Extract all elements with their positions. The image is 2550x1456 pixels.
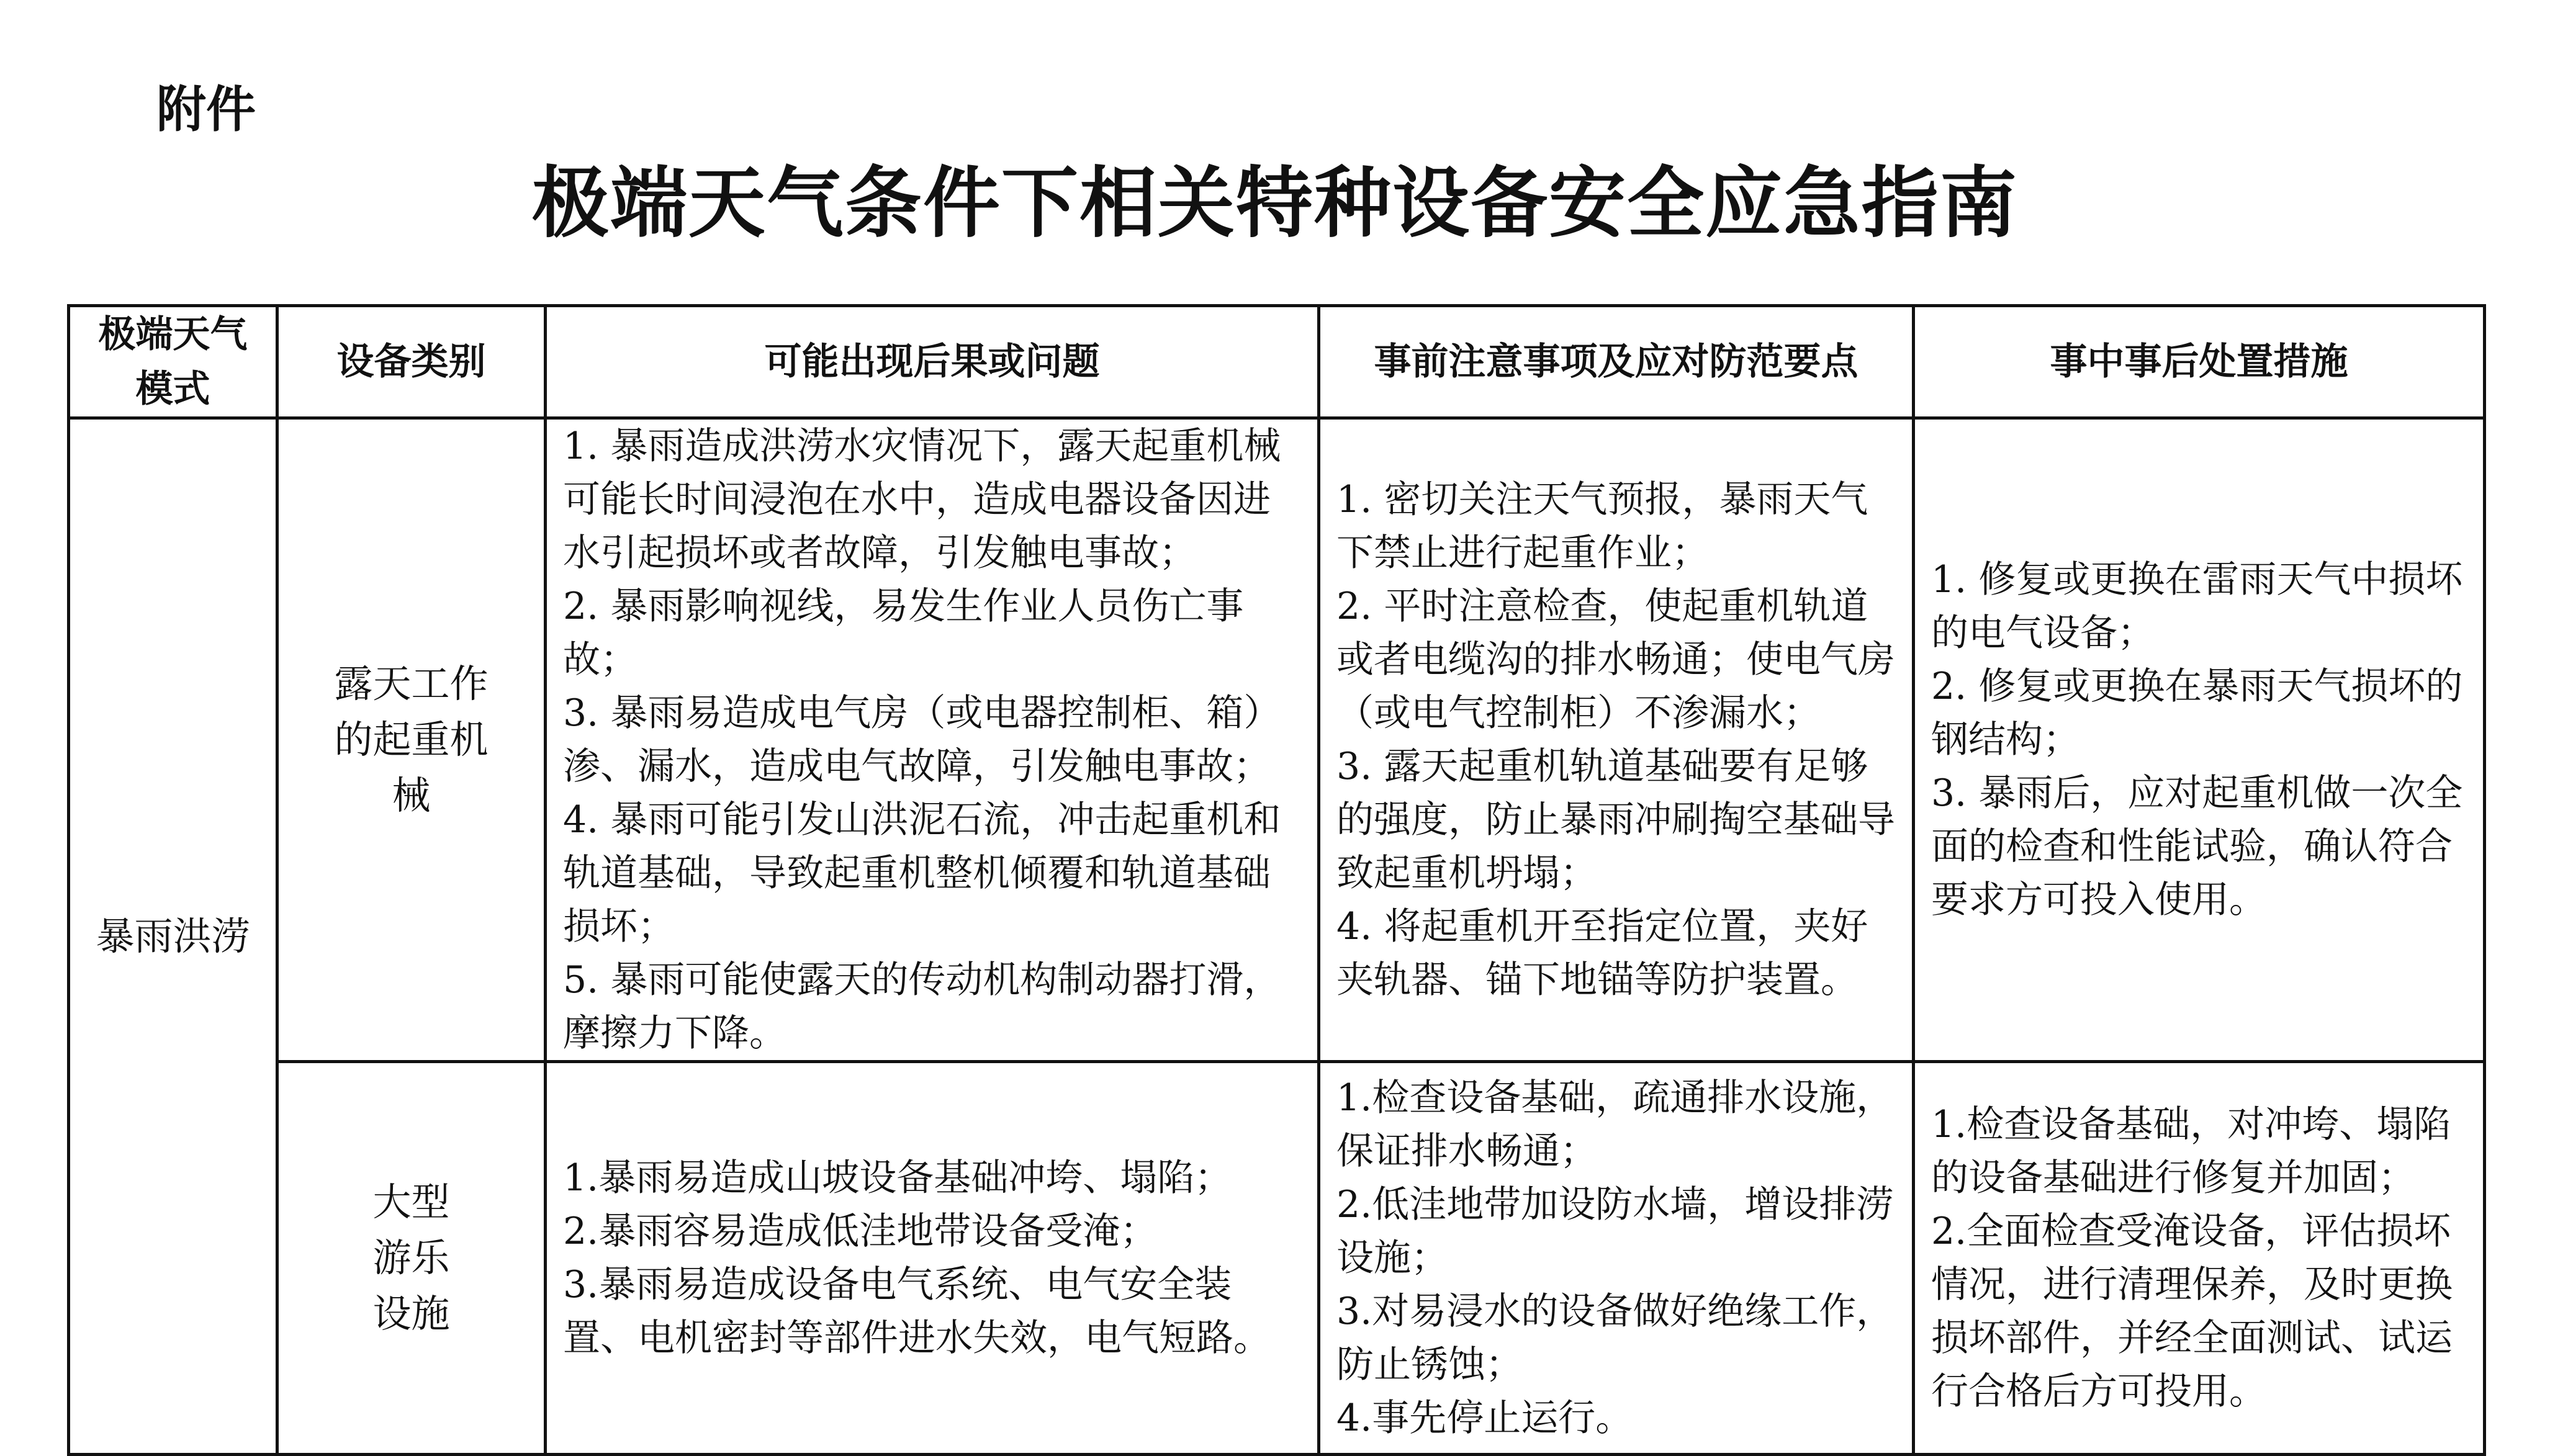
list-item: 1. 修复或更换在雷雨天气中损坏的电气设备； bbox=[1931, 558, 2463, 655]
header-precautions: 事前注意事项及应对防范要点 bbox=[1319, 306, 1914, 418]
list-item: 2. 平时注意检查，使起重机轨道或者电缆沟的排水畅通；使电气房（或电气控制柜）不渗漏水； bbox=[1336, 585, 1895, 735]
header-consequences: 可能出现后果或问题 bbox=[546, 306, 1319, 418]
precautions-cell bbox=[1319, 418, 1914, 1062]
attachment-label: 附件 bbox=[156, 81, 256, 138]
list-item: 4.事先停止运行。 bbox=[1336, 1396, 1633, 1440]
list-item: 4. 暴雨可能引发山洪泥石流，冲击起重机和轨道基础，导致起重机整机倾覆和轨道基础损坏； bbox=[563, 798, 1281, 948]
guide-table bbox=[67, 304, 2486, 1456]
category-cell: 大型游乐设施 bbox=[277, 1062, 546, 1455]
header-equipment-category: 设备类别 bbox=[277, 306, 546, 418]
table-row bbox=[69, 1062, 2485, 1455]
list-item: 1.检查设备基础，疏通排水设施，保证排水畅通； bbox=[1336, 1076, 1894, 1173]
list-item: 2.低洼地带加设防水墙，增设排涝设施； bbox=[1336, 1183, 1894, 1280]
list-item: 1.暴雨易造成山坡设备基础冲垮、塌陷； bbox=[563, 1156, 1232, 1200]
measures-cell bbox=[1914, 418, 2485, 1062]
header-row bbox=[69, 306, 2485, 418]
document-title: 极端天气条件下相关特种设备安全应急指南 bbox=[531, 158, 2018, 248]
list-item: 2.全面检查受淹设备，评估损坏情况，进行清理保养，及时更换损坏部件，并经全面测试、试运行合格后方可投用。 bbox=[1931, 1210, 2453, 1413]
consequences-cell bbox=[546, 418, 1319, 1062]
weather-mode-cell: 暴雨洪涝 bbox=[69, 418, 277, 1455]
list-item: 3. 暴雨易造成电气房（或电器控制柜、箱）渗、漏水，造成电气故障，引发触电事故； bbox=[563, 691, 1281, 788]
list-item: 1.检查设备基础，对冲垮、塌陷的设备基础进行修复并加固； bbox=[1931, 1103, 2451, 1200]
list-item: 3. 露天起重机轨道基础要有足够的强度，防止暴雨冲刷掏空基础导致起重机坍塌； bbox=[1336, 745, 1895, 895]
header-measures: 事中事后处置措施 bbox=[1914, 306, 2485, 418]
consequences-cell bbox=[546, 1062, 1319, 1455]
list-item: 1. 暴雨造成洪涝水灾情况下，露天起重机械可能长时间浸泡在水中，造成电器设备因进水引起损坏或者故障，引发触电事故； bbox=[563, 425, 1281, 575]
table-row bbox=[69, 418, 2485, 1062]
list-item: 2. 暴雨影响视线，易发生作业人员伤亡事故； bbox=[563, 585, 1244, 681]
precautions-cell bbox=[1319, 1062, 1914, 1455]
list-item: 3. 暴雨后，应对起重机做一次全面的检查和性能试验，确认符合要求方可投入使用。 bbox=[1931, 771, 2463, 922]
measures-cell bbox=[1914, 1062, 2485, 1455]
list-item: 3.暴雨易造成设备电气系统、电气安全装置、电机密封等部件进水失效，电气短路。 bbox=[563, 1263, 1271, 1360]
list-item: 3.对易浸水的设备做好绝缘工作，防止锈蚀； bbox=[1336, 1290, 1894, 1386]
category-cell: 露天工作的起重机械 bbox=[277, 418, 546, 1062]
list-item: 5. 暴雨可能使露天的传动机构制动器打滑，摩擦力下降。 bbox=[563, 958, 1281, 1055]
list-item: 4. 将起重机开至指定位置，夹好夹轨器、锚下地锚等防护装置。 bbox=[1336, 905, 1868, 1002]
header-weather-mode: 极端天气模式 bbox=[69, 306, 277, 418]
list-item: 1. 密切关注天气预报，暴雨天气下禁止进行起重作业； bbox=[1336, 478, 1868, 575]
list-item: 2.暴雨容易造成低洼地带设备受淹； bbox=[563, 1210, 1158, 1253]
list-item: 2. 修复或更换在暴雨天气损坏的钢结构； bbox=[1931, 665, 2463, 762]
